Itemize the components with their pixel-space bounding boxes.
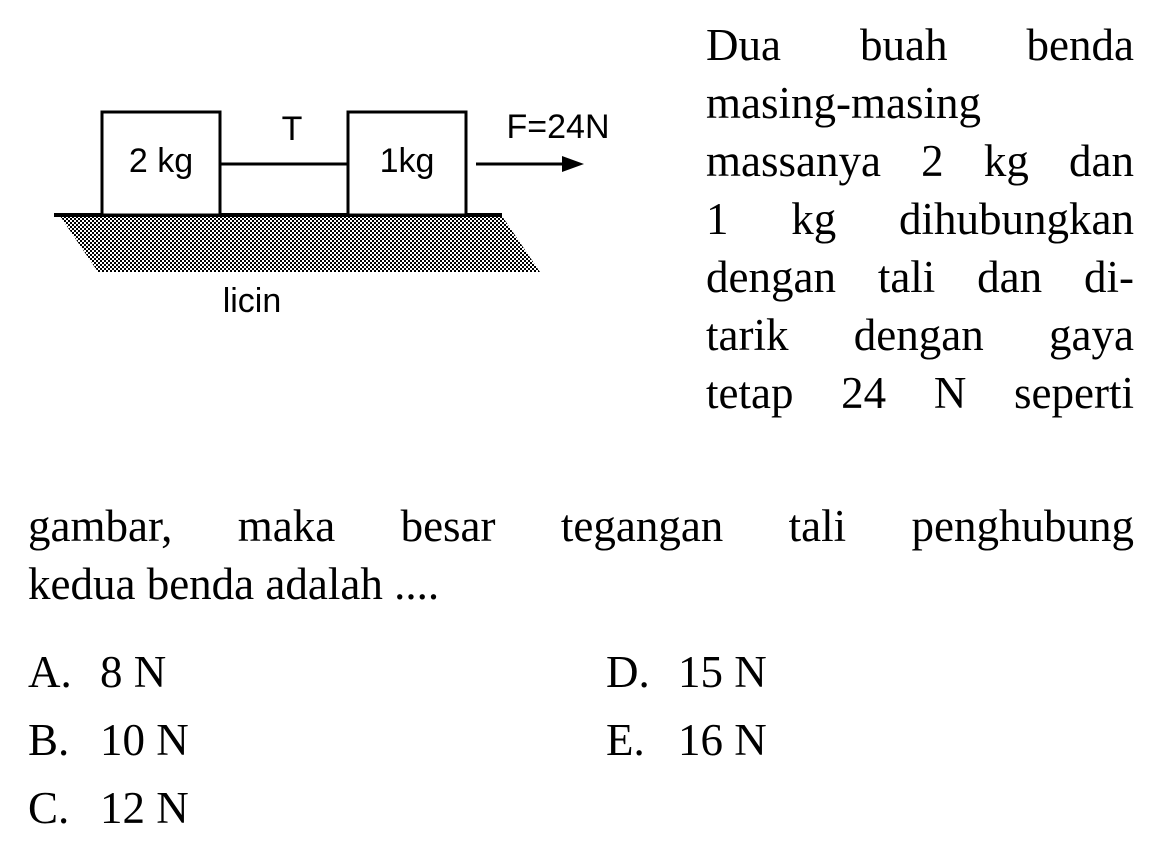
- question-full-text: [28, 497, 1134, 613]
- option-letter: E.: [606, 715, 645, 765]
- question-line: tarik dengan gaya: [706, 310, 1134, 360]
- option-letter: D.: [606, 647, 650, 697]
- option-letter: B.: [28, 715, 70, 765]
- question-line: Dua buah benda: [706, 20, 1134, 70]
- option-text: 16 N: [678, 715, 767, 765]
- question-side-text: [706, 16, 1134, 422]
- tension-label: T: [281, 110, 303, 148]
- option-e[interactable]: [606, 706, 767, 774]
- physics-diagram: [40, 80, 660, 340]
- question-line: kedua benda adalah ....: [28, 559, 440, 609]
- option-text: 8 N: [100, 647, 167, 697]
- option-letter: A.: [28, 647, 72, 697]
- block-1kg-label: 1kg: [379, 142, 435, 180]
- option-letter: C.: [28, 783, 70, 833]
- option-b[interactable]: [28, 706, 189, 774]
- force-label: F=24N: [506, 108, 610, 146]
- ground-surface: [60, 216, 540, 272]
- option-c[interactable]: [28, 774, 189, 842]
- diagram-svg: [40, 80, 660, 340]
- option-text: 15 N: [678, 647, 767, 697]
- surface-label: licin: [222, 282, 282, 320]
- force-arrow-head-icon: [562, 156, 584, 172]
- question-line: masing-masing: [706, 78, 981, 128]
- question-line: 1 kg dihubungkan: [706, 194, 1134, 244]
- option-d[interactable]: [606, 638, 767, 706]
- question-line: dengan tali dan di-: [706, 252, 1134, 302]
- question-line: gambar, maka besar tegangan tali penghubung: [28, 501, 1134, 551]
- option-text: 12 N: [100, 783, 189, 833]
- question-line: tetap 24 N seperti: [706, 368, 1134, 418]
- block-2kg-label: 2 kg: [128, 142, 194, 180]
- option-a[interactable]: [28, 638, 166, 706]
- question-line: massanya 2 kg dan: [706, 136, 1134, 186]
- option-text: 10 N: [100, 715, 189, 765]
